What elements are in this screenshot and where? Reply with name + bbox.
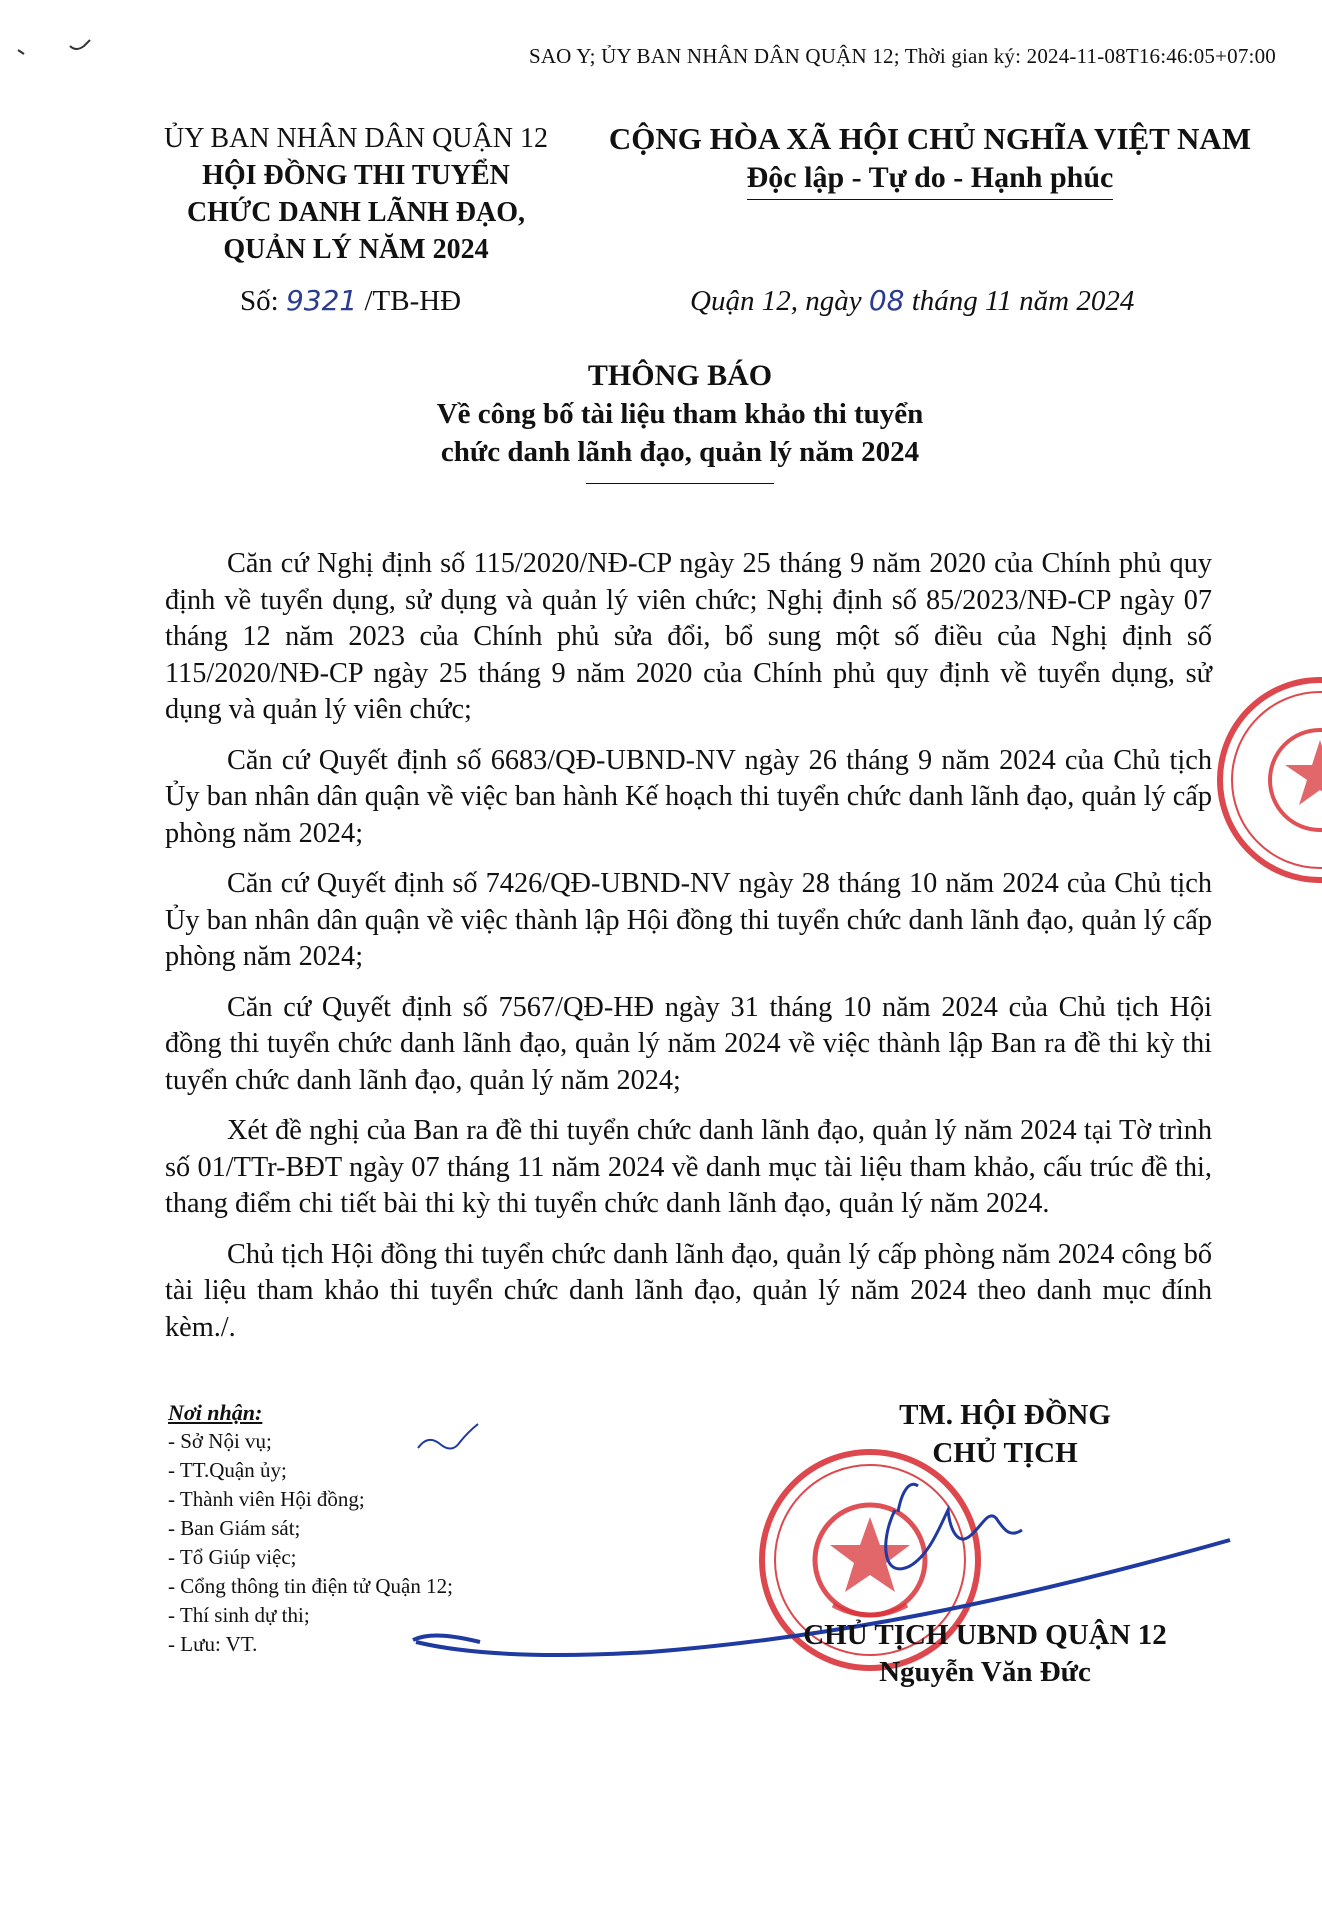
recipient-item: - Cổng thông tin điện tử Quận 12; (168, 1574, 453, 1598)
recipients-list (168, 1398, 453, 1659)
recipient-item: - Thành viên Hội đồng; (168, 1487, 365, 1511)
body-paragraph: Căn cứ Quyết định số 6683/QĐ-UBND-NV ngày 26 tháng 9 năm 2024 của Chủ tịch Ủy ban nhân dân quận về việc ban hành Kế hoạch thi tuyển chức danh lãnh đạo, quản lý cấp phòng năm 2024; (165, 744, 1212, 849)
document-number-handwritten: 9321 (285, 284, 358, 317)
council-name-line2: CHỨC DANH LÃNH ĐẠO, (186, 197, 526, 228)
signature-on-behalf: TM. HỘI ĐỒNG (899, 1399, 1111, 1431)
document-body (165, 546, 1212, 1360)
document-number (240, 284, 461, 318)
recipient-item: - Lưu: VT. (168, 1632, 258, 1656)
recipient-item: - Tổ Giúp việc; (168, 1545, 297, 1569)
council-name-line3: QUẢN LÝ NĂM 2024 (223, 234, 489, 265)
issuing-agency-header (150, 120, 562, 268)
issue-date-prefix: Quận 12, ngày (690, 285, 869, 317)
agency-name: ỦY BAN NHÂN DÂN QUẬN 12 (164, 123, 548, 154)
body-paragraph: Chủ tịch Hội đồng thi tuyển chức danh lãnh đạo, quản lý cấp phòng năm 2024 công bố tài liệu tham khảo thi tuyển chức danh lãnh đạo, quản lý năm 2024 theo danh mục đính kèm./. (165, 1238, 1212, 1343)
official-seal-margin-icon (1210, 660, 1322, 900)
recipients-heading: Nơi nhận: (168, 1400, 263, 1425)
recipient-item: - Sở Nội vụ; (168, 1429, 272, 1453)
document-title (300, 357, 1060, 484)
title-subject-line2: chức danh lãnh đạo, quản lý năm 2024 (440, 436, 920, 468)
digital-copy-line: SAO Y; ỦY BAN NHÂN DÂN QUẬN 12; Thời gian ký: 2024-11-08T16:46:05+07:00 (528, 44, 1276, 68)
signature-position: CHỦ TỊCH (932, 1437, 1078, 1469)
national-motto: Độc lập - Tự do - Hạnh phúc (747, 159, 1114, 200)
title-main: THÔNG BÁO (587, 359, 773, 392)
issue-date-handwritten: 08 (868, 284, 905, 317)
signer-name: Nguyễn Văn Đức (879, 1656, 1091, 1688)
council-name-line1: HỘI ĐỒNG THI TUYỂN (202, 160, 510, 191)
issue-date-suffix: tháng 11 năm 2024 (904, 285, 1135, 317)
recipient-item: - Ban Giám sát; (168, 1516, 301, 1540)
body-paragraph: Căn cứ Quyết định số 7567/QĐ-HĐ ngày 31 tháng 10 năm 2024 của Chủ tịch Hội đồng thi tuyển chức danh lãnh đạo, quản lý năm 2024 về việc thành lập Ban ra đề thi kỳ thi tuyển chức danh lãnh đạo, quản lý năm 2024; (165, 991, 1212, 1096)
signature-heading (790, 1396, 1220, 1472)
body-paragraph: Căn cứ Quyết định số 7426/QĐ-UBND-NV ngày 28 tháng 10 năm 2024 của Chủ tịch Ủy ban nhân dân quận về việc thành lập Hội đồng thi tuyển chức danh lãnh đạo, quản lý cấp phòng năm 2024; (165, 868, 1212, 972)
body-paragraph: Căn cứ Nghị định số 115/2020/NĐ-CP ngày 25 tháng 9 năm 2020 của Chính phủ quy định về tuyển dụng, sử dụng và quản lý viên chức; Nghị định số 85/2023/NĐ-CP ngày 07 tháng 12 năm 2023 của Chính phủ sửa đổi, bổ sung một số điều của Nghị định số 115/2020/NĐ-CP ngày 25 tháng 9 năm 2020 của Chính phủ quy định về tuyển dụng, sử dụng và quản lý viên chức; (165, 548, 1212, 725)
body-paragraph: Xét đề nghị của Ban ra đề thi tuyển chức danh lãnh đạo, quản lý năm 2024 tại Tờ trình số 01/TTr-BĐT ngày 07 tháng 11 năm 2024 về danh mục tài liệu tham khảo, cấu trúc đề thi, thang điểm chi tiết bài thi kỳ thi tuyển chức danh lãnh đạo, quản lý năm 2024. (165, 1115, 1212, 1219)
national-header (590, 120, 1270, 200)
issue-date (690, 284, 1134, 318)
country-name: CỘNG HÒA XÃ HỘI CHỦ NGHĨA VIỆT NAM (608, 121, 1252, 156)
scan-marks-decoration (14, 36, 94, 66)
document-number-suffix: /TB-HĐ (357, 285, 462, 317)
document-number-prefix: Số: (240, 285, 286, 317)
recipient-item: - TT.Quận ủy; (168, 1458, 287, 1482)
title-divider (586, 483, 774, 484)
recipient-item: - Thí sinh dự thi; (168, 1603, 310, 1627)
signer-title: CHỦ TỊCH UBND QUẬN 12 (803, 1619, 1167, 1651)
title-subject-line1: Về công bố tài liệu tham khảo thi tuyển (436, 398, 924, 430)
